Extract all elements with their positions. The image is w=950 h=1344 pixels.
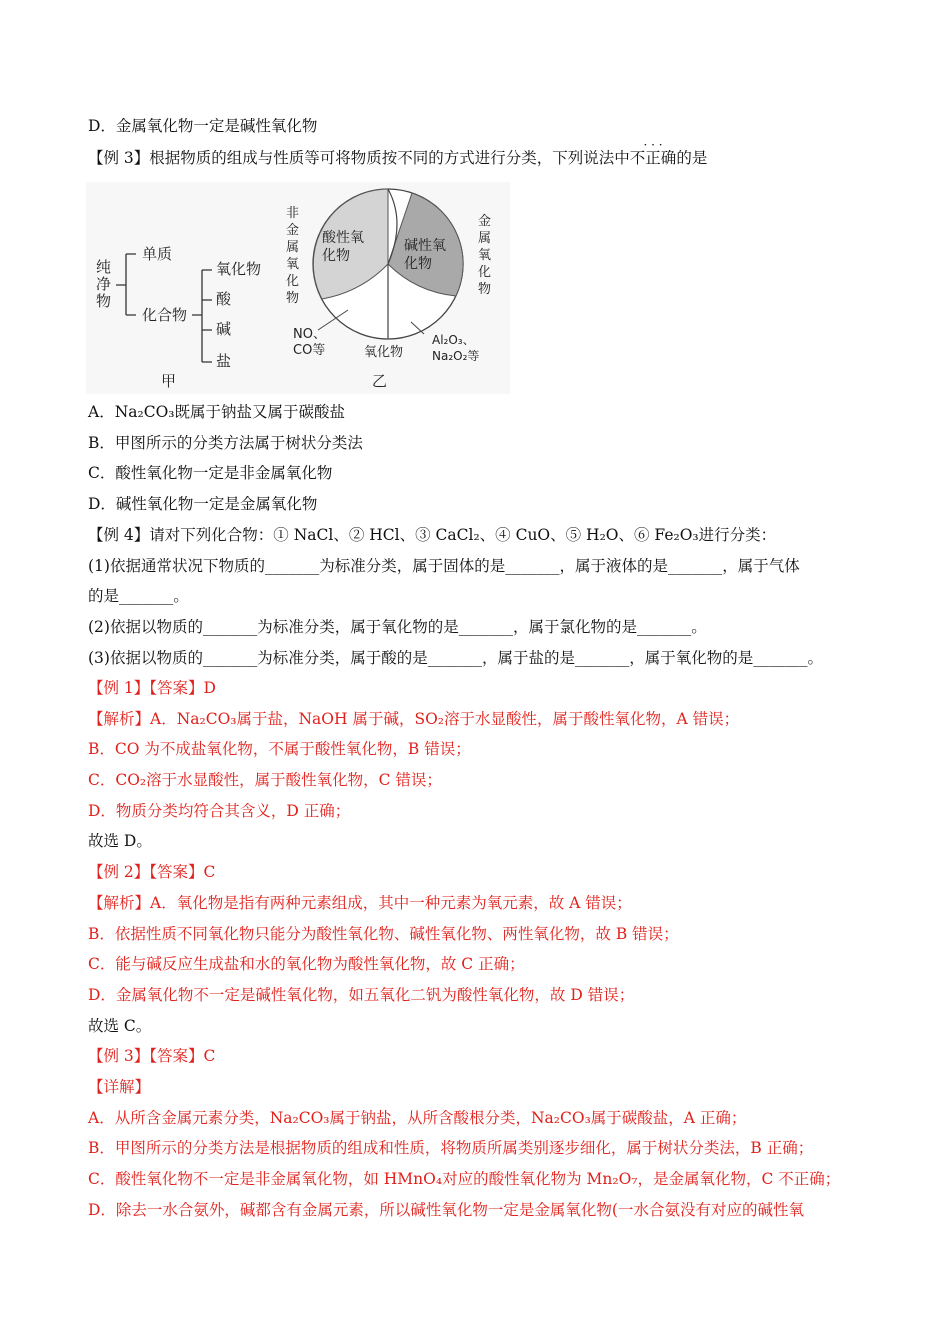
answer-2-heading: 【例 2】【答案】C <box>88 863 216 881</box>
root-char-1: 纯 <box>96 258 112 276</box>
answer-1-line-4: D．物质分类均符合其含义，D 正确； <box>88 802 351 820</box>
left-label-5: 化 <box>286 274 300 289</box>
left-label-6: 物 <box>286 291 300 306</box>
right-label-1: 金 <box>478 214 492 229</box>
q3-stem <box>88 138 708 169</box>
basic-label-2: 化物 <box>404 256 432 272</box>
caption-jia: 甲 <box>161 372 177 390</box>
branch-element: 单质 <box>142 245 173 263</box>
no-co-label-2: CO等 <box>293 343 326 358</box>
left-label-3: 属 <box>286 240 300 255</box>
answer-3-line-1: A．从所含金属元素分类，Na₂CO₃属于钠盐，从所含酸根分类，Na₂CO₃属于碳酸盐，A 正确； <box>88 1109 747 1127</box>
right-label-2: 属 <box>478 231 492 246</box>
sub-acid: 酸 <box>216 290 232 308</box>
answer-2-line-3: C．能与碱反应生成盐和水的氧化物为酸性氧化物，故 C 正确； <box>88 955 525 973</box>
q3-option-c: C．酸性氧化物一定是非金属氧化物 <box>88 464 333 482</box>
q4-part2: (2)依据以物质的_______为标准分类，属于氧化物的是_______，属于氯化物的是_______。 <box>88 618 707 636</box>
basic-label-1: 碱性氧 <box>404 238 446 254</box>
answer-2-line-2: B．依据性质不同氧化物只能分为酸性氧化物、碱性氧化物、两性氧化物，故 B 错误； <box>88 925 679 943</box>
answer-2-line-4: D．金属氧化物不一定是碱性氧化物，如五氧化二钒为酸性氧化物，故 D 错误； <box>88 986 635 1004</box>
acidic-label-2: 化物 <box>322 248 350 264</box>
root-char-3: 物 <box>96 292 112 310</box>
q4-part3: (3)依据以物质的_______为标准分类，属于酸的是_______，属于盐的是_______，属于氧化物的是_______。 <box>88 649 823 667</box>
al2o3-label: Al₂O₃、 <box>432 333 475 347</box>
tree-bracket-2 <box>192 270 212 362</box>
tree-bracket-1 <box>116 254 136 315</box>
no-co-label-1: NO、 <box>293 327 326 342</box>
classification-figure <box>86 182 510 394</box>
answer-1-line-3: C．CO₂溶于水显酸性，属于酸性氧化物，C 错误； <box>88 771 442 789</box>
q3-stem-emph-text: 不正确 <box>629 149 677 167</box>
answer-3-line-2: B．甲图所示的分类方法是根据物质的组成和性质，将物质所属类别逐步细化，属于树状分类法，B 正确； <box>88 1139 814 1157</box>
answer-1-conclusion: 故选 D。 <box>88 832 152 850</box>
q3-option-d: D．碱性氧化物一定是金属氧化物 <box>88 495 318 513</box>
left-label-4: 氧 <box>286 257 300 272</box>
q3-stem-emphasis <box>629 138 677 167</box>
q3-stem-prefix: 【例 3】根据物质的组成与性质等可将物质按不同的方式进行分类，下列说法中 <box>88 149 630 167</box>
q3-option-a: A．Na₂CO₃既属于钠盐又属于碳酸盐 <box>88 403 345 421</box>
q3-option-b: B．甲图所示的分类方法属于树状分类法 <box>88 434 363 452</box>
right-label-5: 物 <box>478 282 492 297</box>
oxide-label: 氧化物 <box>364 345 404 360</box>
left-label-1: 非 <box>286 206 300 221</box>
left-label-2: 金 <box>286 223 300 238</box>
answer-1-heading: 【例 1】【答案】D <box>88 679 216 697</box>
caption-yi: 乙 <box>372 372 388 390</box>
acidic-label-1: 酸性氧 <box>322 230 364 246</box>
sub-oxide: 氧化物 <box>216 260 262 278</box>
answer-3-line-3: C．酸性氧化物不一定是非金属氧化物，如 HMnO₄对应的酸性氧化物为 Mn₂O₇，是金属氧化物，C 不正确； <box>88 1170 841 1188</box>
sub-salt: 盐 <box>216 352 232 370</box>
sub-base: 碱 <box>216 320 232 338</box>
root-char-2: 净 <box>96 275 112 293</box>
emphasis-dots: · · · <box>643 138 663 152</box>
na2o2-label: Na₂O₂等 <box>432 349 480 363</box>
answer-1-line-2: B．CO 为不成盐氧化物，不属于酸性氧化物，B 错误； <box>88 740 471 758</box>
answer-2-line-1: 【解析】A．氧化物是指有两种元素组成，其中一种元素为氧元素，故 A 错误； <box>88 894 632 912</box>
answer-3-heading: 【例 3】【答案】C <box>88 1047 216 1065</box>
circle-diagram-yi <box>286 189 491 390</box>
tree-diagram-jia <box>96 245 261 390</box>
right-label-3: 氧 <box>478 248 492 263</box>
answer-3-line-4: D．除去一水合氨外，碱都含有金属元素，所以碱性氧化物一定是金属氧化物(一水合氨没有对应的碱性氧 <box>88 1201 804 1219</box>
answer-3-detail-label: 【详解】 <box>88 1078 151 1096</box>
q2-option-d: D．金属氧化物一定是碱性氧化物 <box>88 117 318 135</box>
q4-part1-line1: (1)依据通常状况下物质的_______为标准分类，属于固体的是_______，属于液体的是_______，属于气体 <box>88 557 800 575</box>
right-label-4: 化 <box>478 265 492 280</box>
answer-2-conclusion: 故选 C。 <box>88 1017 152 1035</box>
branch-compound: 化合物 <box>142 306 188 324</box>
q4-part1-line2: 的是_______。 <box>88 587 189 605</box>
q4-stem: 【例 4】请对下列化合物：① NaCl、② HCl、③ CaCl₂、④ CuO、⑤ H₂O、⑥ Fe₂O₃进行分类： <box>88 526 777 544</box>
q3-stem-suffix: 的是 <box>676 149 708 167</box>
answer-1-line-1: 【解析】A．Na₂CO₃属于盐，NaOH 属于碱，SO₂溶于水显酸性，属于酸性氧化物，A 错误； <box>88 710 740 728</box>
